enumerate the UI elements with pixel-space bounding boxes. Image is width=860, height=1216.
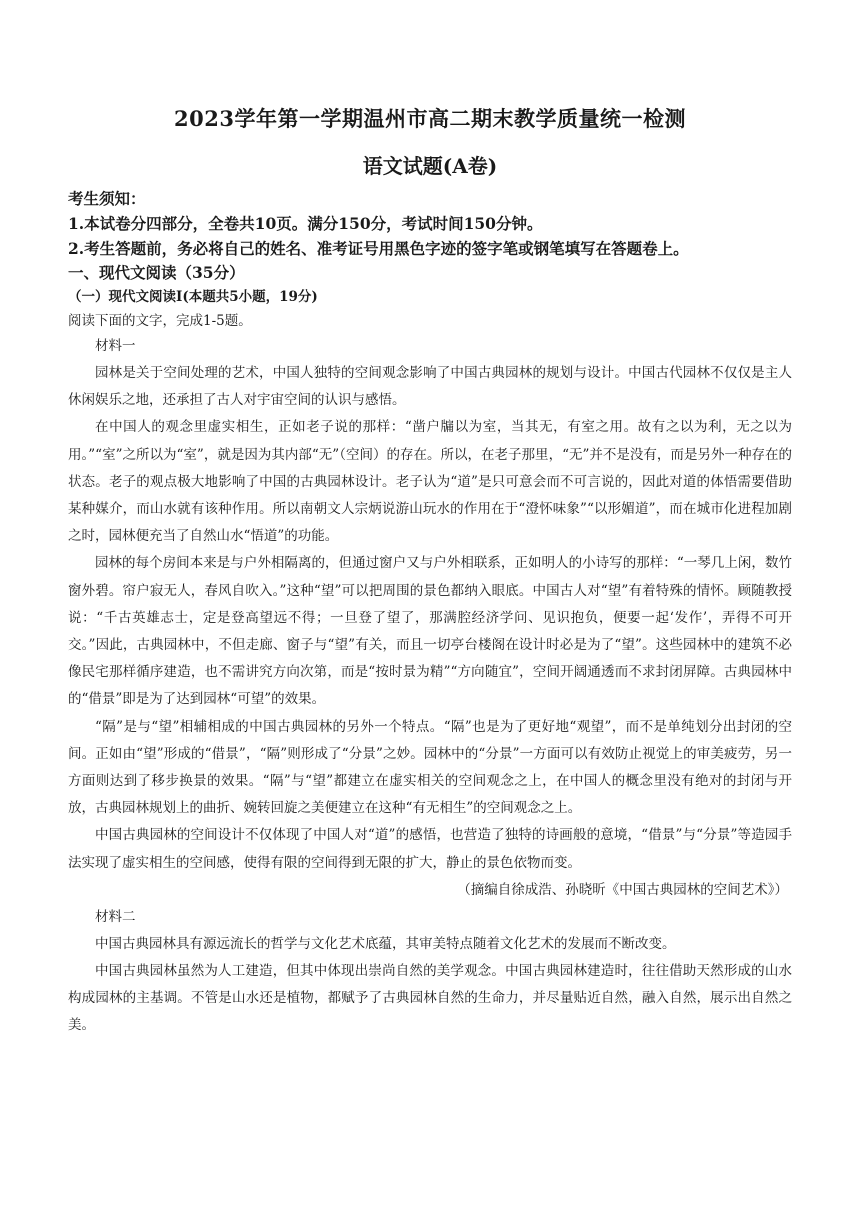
material-1-paragraph: 在中国人的观念里虚实相生，正如老子说的那样：“凿户牖以为室，当其无，有室之用。故有之以为利，无之以为用。”“室”之所以为“室”，就是因为其内部“无”（空间）的存在。所以，在老子那里，“无”并不是没有，而是另外一种存在的状态。老子的观点极大地影响了中国的古典园林设计。老子认为“道”是只可意会而不可言说的，因此对道的体悟需要借助某种媒介，而山水就有该种作用。所以南朝文人宗炳说游山玩水的作用在于“澄怀味象”“以形媚道”，而在城市化进程加剧之时，园林便充当了自然山水“悟道”的功能。 <box>68 419 792 545</box>
material-2-paragraph: 中国古典园林虽然为人工建造，但其中体现出崇尚自然的美学观念。中国古典园林建造时，往往借助天然形成的山水构成园林的主基调。不管是山水还是植物，都赋予了古典园林自然的生命力，并尽量贴近自然，融入自然，展示出自然之美。 <box>68 963 792 1034</box>
reading-instruction: 阅读下面的文字，完成1-5题。 <box>68 313 252 329</box>
notice-item-1: 1.本试卷分四部分，全卷共10页。满分150分，考试时间150分钟。 <box>68 214 543 233</box>
material-2-label: 材料二 <box>95 908 136 925</box>
material-1-paragraph: 中国古典园林的空间设计不仅体现了中国人对“道”的感悟，也营造了独特的诗画般的意境，“借景”与“分景”等造园手法实现了虚实相生的空间感，使得有限的空间得到无限的扩大，静止的景色依物而变。 <box>68 827 792 871</box>
exam-title: 2023学年第一学期温州市高二期末教学质量统一检测 <box>174 106 686 131</box>
notice-item-2: 2.考生答题前，务必将自己的姓名、准考证号用黑色字迹的签字笔或钢笔填写在答题卷上。 <box>68 239 689 258</box>
material-1-paragraph: 园林的每个房间本来是与户外相隔离的，但通过窗户又与户外相联系，正如明人的小诗写的那样：“一琴几上闲，数竹窗外碧。帘户寂无人，春风自吹入。”这种“望”可以把周围的景色都纳入眼底。中国古人对“望”有着特殊的情怀。顾随教授说：“千古英雄志士，定是登高望远不得；一旦登了望了，那满腔经济学问、见识抱负，便要一起‘发作’，弄得不可开交。”因此，古典园林中，不但走廊、窗子与“望”有关，而且一切亭台楼阁在设计时必是为了“望”。这些园林中的建筑不必像民宅那样循序建造，也不需讲究方向次第，而是“按时景为精”“方向随宜”，空间开阔通透而不求封闭屏障。古典园林中的“借景”即是为了达到园林“可望”的效果。 <box>68 555 792 708</box>
notice-heading: 考生须知： <box>68 189 146 208</box>
material-2-paragraph: 中国古典园林具有源远流长的哲学与文化艺术底蕴，其审美特点随着文化艺术的发展而不断改变。 <box>95 935 676 952</box>
exam-subtitle: 语文试题(A卷) <box>362 154 498 178</box>
section-heading: 一、现代文阅读（35分） <box>68 263 245 282</box>
material-1-label: 材料一 <box>95 338 136 354</box>
material-1-paragraph: 园林是关于空间处理的艺术，中国人独特的空间观念影响了中国古典园林的规划与设计。中国古代园林不仅仅是主人休闲娱乐之地，还承担了古人对宇宙空间的认识与感悟。 <box>68 365 792 409</box>
subsection-heading: （一）现代文阅读Ⅰ(本题共5小题，19分) <box>68 289 318 305</box>
document-body <box>68 186 792 1040</box>
material-1-source: （摘编自徐成浩、孙晓昕《中国古典园林的空间艺术》） <box>457 881 788 898</box>
material-1-paragraph: “隔”是与“望”相辅相成的中国古典园林的另外一个特点。“隔”也是为了更好地“观望”，而不是单纯划分出封闭的空间。正如由“望”形成的“借景”，“隔”则形成了“分景”之妙。园林中的“分景”一方面可以有效防止视觉上的审美疲劳，另一方面则达到了移步换景的效果。“隔”与“望”都建立在虚实相关的空间观念之上，在中国人的概念里没有绝对的封闭与开放，古典园林规划上的曲折、婉转回旋之美便建立在这种“有无相生”的空间观念之上。 <box>68 718 792 817</box>
